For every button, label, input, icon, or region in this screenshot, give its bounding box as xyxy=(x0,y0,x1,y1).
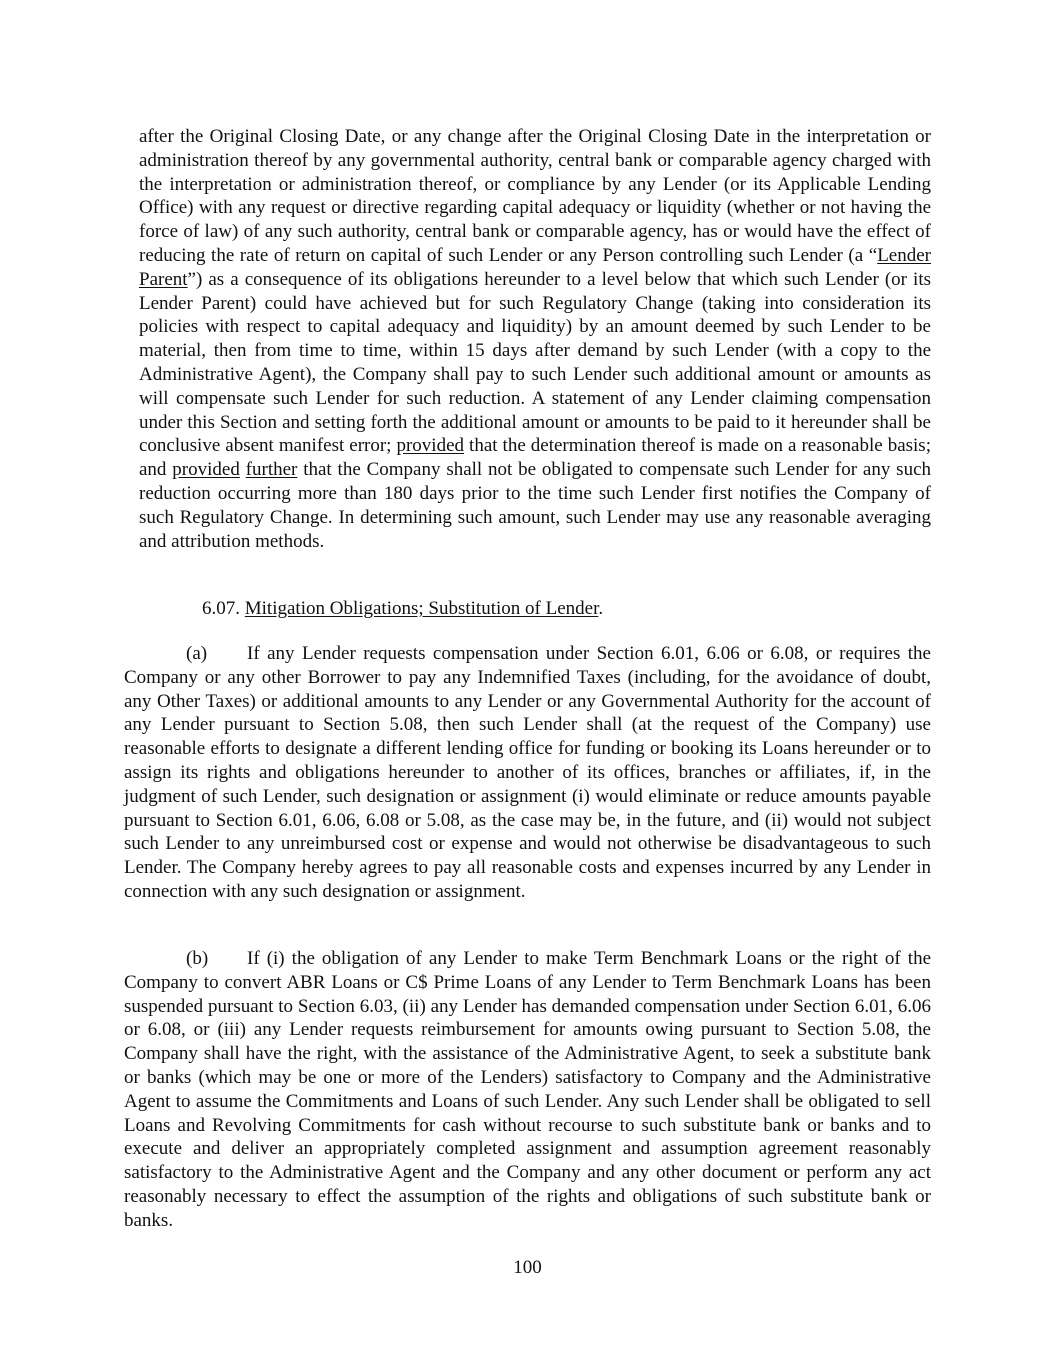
paragraph-label: (b) xyxy=(186,948,209,969)
continuation-text: that the determination thereof is made on a reasonable basis; and xyxy=(139,435,931,481)
continuation-text: after the Original Closing Date, or any change after the Original Closing Date in the interpretation or administration thereof by any governmental authority, central bank or comparable agency charged with the interpretation or administration thereof, or compliance by any Lender (or its Applicable Lending Office) with any request or directive regarding capital adequacy or liquidity (whether or not having the force of law) of any such authority, central bank or comparable agency, has or would have the effect of reducing the rate of return on capital of such Lender or any Person controlling such Lender (a “ xyxy=(139,126,931,266)
paragraph-text: If any Lender requests compensation under Section 6.01, 6.06 or 6.08, or requires the Company or any other Borrower to pay any Indemnified Taxes (including, for the avoidance of doubt, any Other Taxes) or additional amounts to any Lender or any Governmental Authority for the account of any Lender pursuant to Section 5.08, then such Lender shall (at the request of the Company) use reasonable efforts to designate a different lending office for funding or booking its Loans hereunder or to assign its rights and obligations hereunder to another of its offices, branches or affiliates, if, in the judgment of such Lender, such designation or assignment (i) would eliminate or reduce amounts payable pursuant to Section 6.01, 6.06, 6.08 or 5.08, as the case may be, in the future, and (ii) would not subject such Lender to any unreimbursed cost or expense and would not otherwise be disadvantageous to such Lender. The Company hereby agrees to pay all reasonable costs and expenses incurred by any Lender in connection with any such designation or assignment. xyxy=(124,643,931,902)
section-number: 6.07. xyxy=(202,598,245,619)
section-heading xyxy=(202,597,802,621)
paragraph-text: If (i) the obligation of any Lender to make Term Benchmark Loans or the right of the Company to convert ABR Loans or C$ Prime Loans of any Lender to Term Benchmark Loans has been suspended pursuant to Section 6.03, (ii) any Lender has demanded compensation under Section 6.01, 6.06 or 6.08, or (iii) any Lender requests reimbursement for amounts owing pursuant to Section 5.08, the Company shall have the right, with the assistance of the Administrative Agent, to seek a substitute bank or banks (which may be one or more of the Lenders) satisfactory to Company and the Administrative Agent to assume the Commitments and Loans of such Lender. Any such Lender shall be obligated to sell Loans and Revolving Commitments for cash without recourse to such substitute bank or banks and to execute and deliver an appropriately completed assignment and assumption agreement reasonably satisfactory to the Administrative Agent and the Company and any other document or perform any act reasonably necessary to effect the assumption of the rights and obligations of such substitute bank or banks. xyxy=(124,948,931,1231)
term-provided: provided xyxy=(396,435,465,457)
continuation-paragraph xyxy=(139,125,931,553)
paragraph-label: (a) xyxy=(186,643,208,664)
section-title-period: . xyxy=(598,598,604,619)
continuation-text: that the Company shall not be obligated to compensate such Lender for any such reduction occurring more than 180 days prior to the time such Lender first notifies the Company of such Regulatory Change. In determining such amount, such Lender may use any reasonable averaging and attribution methods. xyxy=(139,459,932,552)
term-further: further xyxy=(245,459,298,481)
page-number: 100 xyxy=(513,1257,542,1278)
paragraph-b xyxy=(124,947,931,1233)
paragraph-a xyxy=(124,642,931,904)
continuation-text: ”) as a consequence of its obligations hereunder to a level below that which such Lender (or its Lender Parent) could have achieved but for such Regulatory Change (taking into consideration its policies with respect to capital adequacy and liquidity) by an amount deemed by such Lender to be material, then from time to time, within 15 days after demand by such Lender (with a copy to the Administrative Agent), the Company shall pay to such Lender such additional amount or amounts as will compensate such Lender for such reduction. A statement of any Lender claiming compensation under this Section and setting forth the additional amount or amounts to be paid to it hereunder shall be conclusive absent manifest error; xyxy=(139,268,931,457)
term-provided: provided xyxy=(172,459,240,481)
section-title: Mitigation Obligations; Substitution of Lender xyxy=(244,598,599,619)
defined-term-lender-parent: Lender Parent xyxy=(139,244,931,290)
